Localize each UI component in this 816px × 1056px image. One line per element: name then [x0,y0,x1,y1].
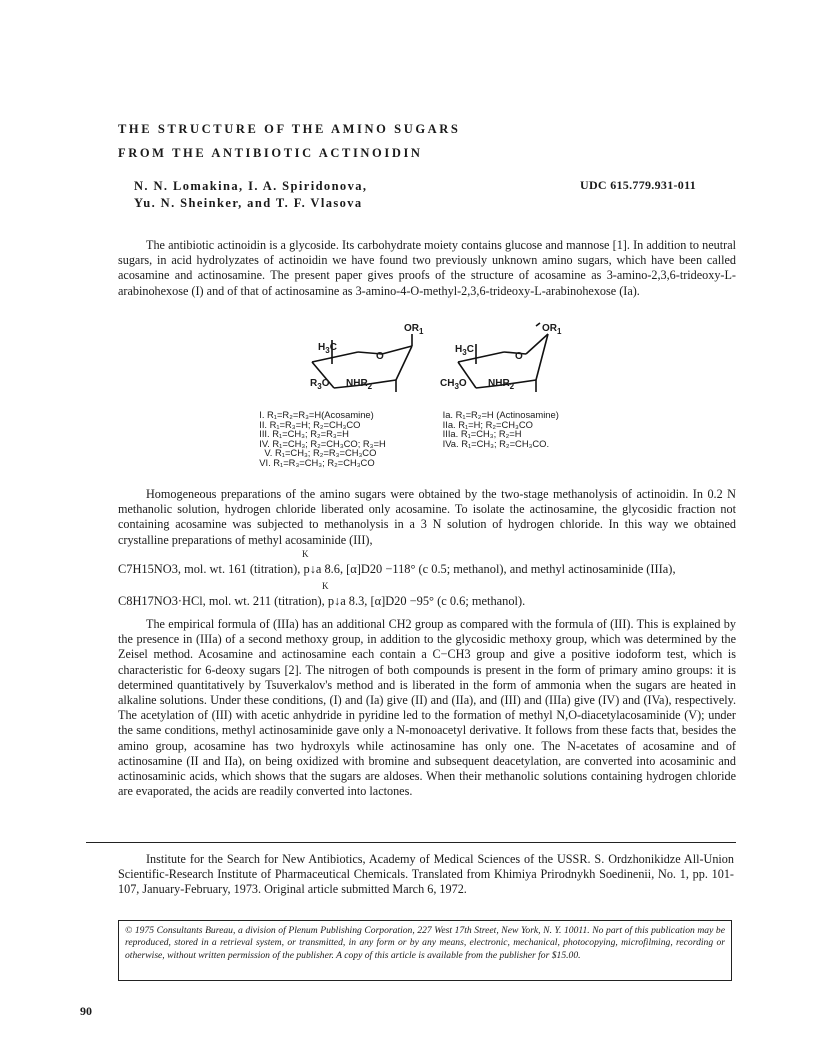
formula-1-k: K [302,549,309,559]
properties-paragraph [118,617,736,799]
udc-code: UDC 615.779.931-011 [580,178,697,192]
legend-left: I. R₁=R₂=R₃=H(Acosamine) II. R₁=R₃=H; R₂=CH₃CO III. R₁=CH₃; R₂=R₃=H IV. R₁=CH₃; R₂=CH₃CO; R₃=H V. R₁=CH₃; R₂=R₃=CH₃CO VI. R₁=R₃=CH₃; R₂=CH₃CO [259,409,386,468]
intro-text: The antibiotic actinoidin is a glycoside. Its carbohydrate moiety contains glucose and mannose [1]. In addition to neutral sugars, in acid hydrolyzates of actinoidin we have found two previously unknown amino sugars, which have been called acosamine and actinosamine. The present paper gives proofs of the structure of acosamine as 3-amino-2,3,6-trideoxy-L-arabinohexose (I) and of that of actinosamine as 3-amino-4-O-methyl-2,3,6-trideoxy-L-arabinohexose (Ia). [118,238,736,298]
legend-right: Ia. R₁=R₂=H (Actinosamine) IIa. R₁=H; R₂=CH₃CO IIIa. R₁=CH₃; R₂=H IVa. R₁=CH₃; R₂=CH₃CO. [442,409,559,449]
formula-2: C8H17NO3·HCl, mol. wt. 211 (titration), p↓a 8.3, [α]D20 −95° (c 0.6; methanol). [118,594,526,608]
affiliation-text: Institute for the Search for New Antibiotics, Academy of Medical Sciences of the USSR. S. Ordzhonikidze All-Union Scientific-Research Institute of Pharmaceutical Chemicals. Translated from Khimiya Prirodnykh Soedinenii, No. 1, pp. 101-107, January-February, 1973. Original article submitted March 6, 1972. [118,852,734,897]
article-title-line-1: THE STRUCTURE OF THE AMINO SUGARS [118,122,461,136]
authors-line-2: Yu. N. Sheinker, and T. F. Vlasova [134,196,363,210]
authors-line-1: N. N. Lomakina, I. A. Spiridonova, [134,179,368,193]
label-ch3o-right: $CH_3O$ [440,378,467,391]
copyright-text: © 1975 Consultants Bureau, a division of Plenum Publishing Corporation, 227 West 17th Street, New York, N. Y. 10011. No part of this publication may be reproduced, stored in a retrieval system, or transmitted, in any form or by any means, electronic, mechanical, photocopying, microfilming, recording or otherwise, without written permission of the publisher. A copy of this article is available from the publisher for $15.00. [125,925,725,961]
label-nhr2-right: $NHR_2$ [488,378,515,391]
intro-paragraph [118,238,736,299]
properties-text: The empirical formula of (IIIa) has an additional CH2 group as compared with the formula of (III). This is explained by the presence in (IIIa) of a second methoxy group, in addition to the glycosidic methoxy group, which was determined by the Zeisel method. Acosamine and actinosamine each contain a C−CH3 group and give a positive iodoform test, which is characteristic for 6-deoxy sugars [2]. The nitrogen of both compounds is present in the form of primary amino groups: it is determined quantitatively by Tsuverkalov's method and is liberated in the form of ammonia when the sugars are heated in alkaline solutions. Under these conditions, (I) and (Ia) give (II) and (IIa), and (III) and (IIIa) give (IV) and (IVa), respectively. The acetylation of (III) with acetic anhydride in pyridine led to the formation of methyl N,O-diacetylacosaminide (V); under the same conditions, methyl actinosaminide gave only a N-monoacetyl derivative. It follows from these facts that, besides the amino group, acosamine has two hydroxyls while actinosamine has only one. The N-acetates of acosamine and of actinosamine (II and IIa), on being oxidized with bromine and subsequent deacetylation, are converted into acosaminic and actinosaminic acids, which shows that the sugars are aldoses. When their methanolic solutions containing hydrogen chloride are evaporated, the acids are readily converted into lactones. [118,617,736,799]
label-or1-left: $OR_1$ [404,323,424,336]
label-r3o-left: $R_3O$ [310,378,330,391]
affiliation-paragraph [118,852,734,898]
label-nhr2-left: $NHR_2$ [346,378,373,391]
formula-2-k: K [322,581,329,591]
methanolysis-text: Homogeneous preparations of the amino sugars were obtained by the two-stage methanolysis of actinoidin. In 0.2 N methanolic solution, hydrogen chloride liberated only acosamine. To isolate the actinosamine, the glycosidic fraction not containing acosamine was subjected to methanolysis in a 3 N solution of hydrogen chloride. In this way we obtained crystalline preparations of methyl acosaminide (III), [118,487,736,547]
label-h3c-right: $H_3C$ [455,344,474,357]
label-o-right: O [515,351,523,362]
copyright-box [118,920,732,981]
methanolysis-paragraph [118,487,736,548]
footnote-rule [86,842,736,843]
label-o-left: O [376,351,384,362]
formula-1: C7H15NO3, mol. wt. 161 (titration), p↓a 8.6, [α]D20 −118° (c 0.5; methanol), and methyl actinosaminide (IIIa), [118,562,676,576]
label-or1-right: $OR_1$ [542,323,562,336]
label-h3c-left: $H_3C$ [318,342,337,355]
article-title-line-2: FROM THE ANTIBIOTIC ACTINOIDIN [118,146,423,160]
page-number: 90 [80,1004,92,1018]
